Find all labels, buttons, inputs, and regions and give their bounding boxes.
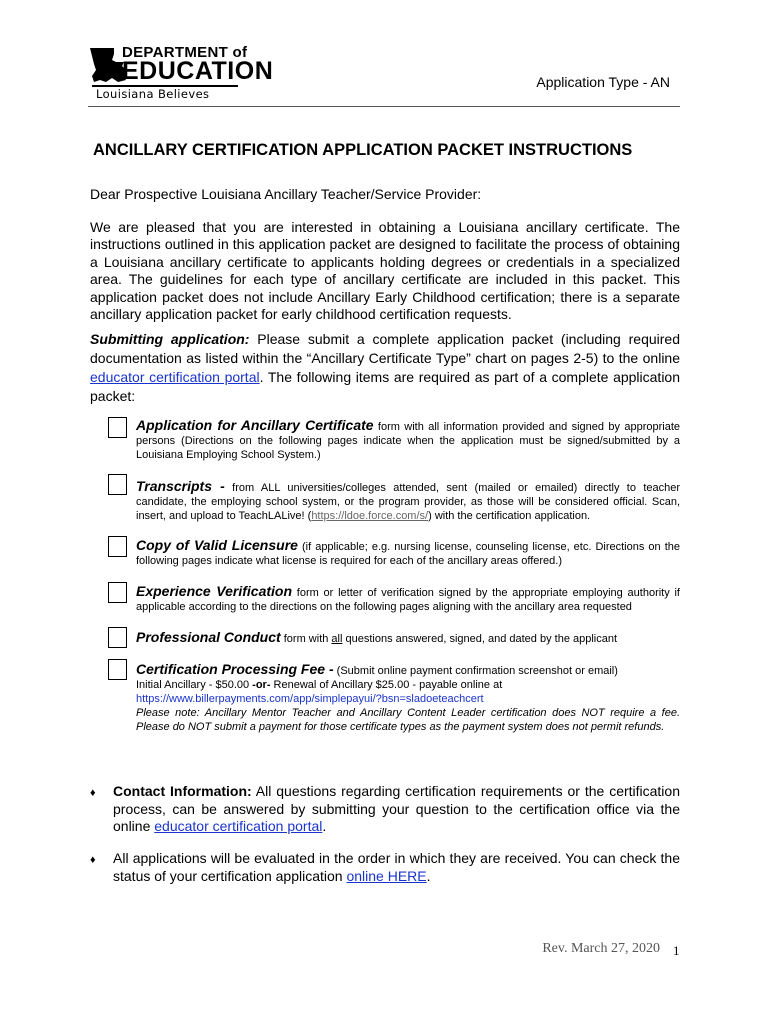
header-rule — [88, 106, 680, 107]
contact-information: Contact Information: All questions regarding certification requirements or the certification process, can be answered by submitting your question to the certification office via the online educator certification portal. — [113, 783, 680, 834]
item-licensure: Copy of Valid Licensure (if applicable; e.g. nursing license, counseling license, etc. Directions on the following pages indicate what license is required for each of the ancillary areas offered.) — [136, 537, 680, 567]
salutation: Dear Prospective Louisiana Ancillary Teacher/Service Provider: — [90, 186, 482, 202]
fee-note: Please note: Ancillary Mentor Teacher and Ancillary Content Leader certification does NOT require a fee. Please do NOT submit a payment for those certificate types as the payment system does not permit refunds. — [136, 707, 680, 733]
evaluation-note: All applications will be evaluated in the order in which they are received. You can check the status of your certification application online HERE. — [113, 850, 680, 884]
intro-paragraph: We are pleased that you are interested in obtaining a Louisiana ancillary certificate. The instructions outlined in this application packet are designed to facilitate the process of obtaining a Louisiana ancillary certificate to applicants holding degrees or credentials in a specialized area. The guidelines for each type of ancillary certificate are included in this packet. This application packet does not include Ancillary Early Childhood certification; there is a separate ancillary application packet for early childhood certification requests. — [90, 219, 680, 323]
logo-education-text: EDUCATION — [122, 57, 274, 85]
page-title: ANCILLARY CERTIFICATION APPLICATION PACKET INSTRUCTIONS — [93, 141, 633, 159]
checkbox-application[interactable] — [108, 417, 127, 438]
item-transcripts: Transcripts - from ALL universities/colleges attended, sent (mailed or emailed) directly to teacher candidate, the employing school system, or the program provider, as those will be considered official. Scan, insert, and upload to TeachLALive! (https://ldoe.force.com/s/) with the certification application. — [136, 478, 681, 522]
submitting-paragraph: Submitting application: Please submit a complete application packet (including required documentation as listed within the “Ancillary Certificate Type” chart on pages 2-5) to the online educator certification portal. The following items are required as part of a complete application packet: — [90, 331, 681, 404]
item-fee: Certification Processing Fee - (Submit online payment confirmation screenshot or email) Initial Ancillary - $50.00 -or- Renewal of Ancillary $25.00 - payable online at https://www.billerpayments.com/app/simplepayui/?bsn=sladoeteachcert Please note: Ancillary Mentor Teacher and Ancillary Content Leader certification does NOT require a fee. Please do NOT submit a payment for those certificate types as the payment system does not permit refunds. — [136, 661, 680, 733]
submitting-lead: Submitting application: — [90, 331, 250, 347]
diamond-bullet-icon: ♦ — [90, 854, 96, 866]
contact-portal-link[interactable]: educator certification portal — [154, 818, 323, 834]
checkbox-transcripts[interactable] — [108, 474, 127, 495]
logo-tagline: Louisiana Believes — [96, 87, 210, 101]
item-application: Application for Ancillary Certificate form with all information provided and signed by appropriate persons (Directions on the following pages indicate when the application must be signed/submitted by a Louisiana Employing School System.) — [136, 417, 681, 461]
item-experience: Experience Verification form or letter of verification signed by the appropriate employing authority if applicable according to the directions on the following pages aligning with the ancillary area requested — [136, 583, 680, 613]
logo-department-text: DEPARTMENT of — [122, 44, 248, 61]
portal-link[interactable]: educator certification portal — [90, 369, 260, 385]
checkbox-experience[interactable] — [108, 582, 127, 603]
checkbox-conduct[interactable] — [108, 627, 127, 648]
application-type: Application Type - AN — [536, 74, 670, 90]
online-here-link[interactable]: online HERE — [346, 867, 427, 884]
ldoe-logo — [88, 44, 274, 102]
checkbox-fee[interactable] — [108, 659, 127, 680]
item-conduct: Professional Conduct form with all questions answered, signed, and dated by the applicant — [136, 629, 618, 645]
teachlalive-link[interactable]: https://ldoe.force.com/s/ — [311, 510, 429, 522]
page-number: 1 — [673, 943, 680, 958]
biller-payments-url[interactable]: https://www.billerpayments.com/app/simplepayui/?bsn=sladoeteachcert — [136, 693, 484, 705]
checkbox-licensure[interactable] — [108, 536, 127, 557]
revision-date: Rev. March 27, 2020 — [542, 941, 660, 956]
diamond-bullet-icon: ♦ — [90, 787, 96, 799]
